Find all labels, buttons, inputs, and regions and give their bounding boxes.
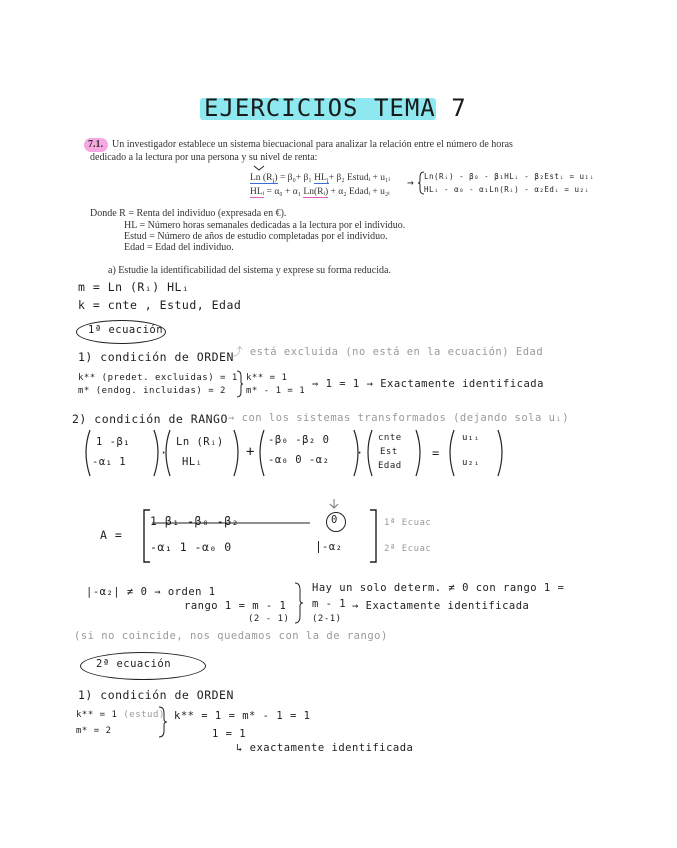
- eq1-label: 1ª ecuación: [88, 324, 164, 336]
- kstar-line: k** (predet. excluidas) = 1: [78, 373, 238, 383]
- matrix-brackets: [82, 428, 582, 480]
- vector-y-row-2: HLᵢ: [182, 456, 203, 468]
- hand-arrow: →: [407, 176, 415, 189]
- intro-line-2: dedicado a la lectura por una persona y su nivel de renta:: [90, 152, 318, 163]
- vector-u-row-2: u₂ᵢ: [462, 458, 480, 468]
- rango-line-3: (2 - 1): [248, 614, 290, 624]
- k-definition: k = cnte , Estud, Edad: [78, 298, 242, 312]
- brace-icon: [236, 370, 244, 398]
- matrix-b-row-1: 1 -β₁: [96, 436, 131, 448]
- multiply-dot: ·: [160, 446, 168, 460]
- matrix-a-boxed-alpha: -α₂: [318, 541, 342, 553]
- k2-result: ↳ exactamente identificada: [236, 742, 414, 754]
- cond-orden-aside: ⤴ está excluida (no está en la ecuación) Edad: [232, 346, 544, 358]
- cond-rango-aside: → con los sistemas transformados (dejando sola uᵢ): [228, 412, 570, 424]
- k2-line: k** = 1 (estud): [76, 710, 165, 720]
- vector-x-row-3: Edad: [378, 461, 402, 471]
- orden-result: ⇒ 1 = 1 → Exactamente identificada: [312, 378, 544, 390]
- rango-result: → Exactamente identificada: [352, 600, 530, 612]
- rango-right-1: Hay un solo determ. ≠ 0 con rango 1 =: [312, 582, 565, 594]
- page-title: EJERCICIOS TEMA 7: [204, 94, 467, 122]
- vector-y-row-1: Ln (Rᵢ): [176, 436, 224, 448]
- m-definition: m = Ln (Rᵢ) HLᵢ: [78, 280, 190, 294]
- rango-right-3: (2-1): [312, 614, 342, 624]
- arrow-down-icon: [327, 498, 341, 510]
- matrix-a-row-1: 1 β₁ -β₀ -β₂: [150, 514, 240, 528]
- matrix-g-row-2: -α₀ 0 -α₂: [268, 454, 330, 466]
- caret-mark-icon: [252, 164, 266, 172]
- hand-eq-2: HLᵢ - α₀ - α₁Ln(Rᵢ) - α₂Edᵢ = u₂ᵢ: [424, 185, 590, 194]
- matrix-a-row-label-2: 2ª Ecuac: [384, 544, 432, 554]
- cond-orden2-title: 1) condición de ORDEN: [78, 688, 234, 702]
- cond-rango-title: 2) condición de RANGO: [72, 412, 228, 426]
- matrix-g-row-1: -β₀ -β₂ 0: [268, 434, 330, 446]
- intro-line-1: Un investigador establece un sistema biecuacional para analizar la relación entre el número de horas: [112, 139, 513, 150]
- m2-line: m* = 2: [76, 726, 112, 736]
- equals-sign: =: [432, 446, 440, 460]
- eq2-label: 2ª ecuación: [96, 658, 172, 670]
- kstar-value: k** = 1: [246, 373, 288, 383]
- equation-1: Ln $(R_i) = \beta_0+ \beta_1$ $HL_i+ \beta_2$ Estudᵢ + u₁ᵢ: [250, 173, 390, 185]
- mstar-line: m* (endog. incluidas) = 2: [78, 386, 226, 396]
- definition-renta: Donde R = Renta del individuo (expresada en €).: [90, 208, 287, 219]
- brace-icon: [158, 706, 168, 738]
- matrix-b-row-2: -α₁ 1: [92, 456, 127, 468]
- hand-eq-1: Ln(Rᵢ) - β₀ - β₁HLᵢ - β₂Estᵢ = u₁ᵢ: [424, 172, 595, 181]
- cond-orden-title: 1) condición de ORDEN: [78, 350, 234, 364]
- definition-edad: Edad = Edad del individuo.: [124, 242, 234, 253]
- definition-estud: Estud = Número de años de estudio completadas por el individuo.: [124, 231, 388, 242]
- matrix-a-row-label-1: 1ª Ecuac: [384, 518, 432, 528]
- exercise-number: 7.1.: [88, 139, 103, 150]
- vector-x-row-2: Est: [380, 447, 398, 457]
- mstar-value: m* - 1 = 1: [246, 386, 306, 396]
- matrix-a-circled-zero: 0: [331, 514, 338, 526]
- matrix-a-row-2: -α₁ 1 -α₀ 0: [150, 540, 232, 554]
- plus-sign: +: [246, 444, 255, 460]
- k2-equality: 1 = 1: [212, 728, 247, 740]
- rango-line-2: rango 1 = m - 1: [184, 600, 287, 612]
- vector-x-row-1: cnte: [378, 433, 402, 443]
- k2-value: k** = 1 = m* - 1 = 1: [174, 710, 311, 722]
- question-a: a) Estudie la identificabilidad del sistema y exprese su forma reducida.: [108, 265, 391, 276]
- brace-icon: [294, 582, 304, 624]
- definition-hl: HL = Número horas semanales dedicadas a la lectura por el individuo.: [124, 220, 406, 231]
- matrix-a-label: A =: [100, 528, 123, 542]
- rango-note: (si no coincide, nos quedamos con la de rango): [74, 630, 388, 642]
- rango-line-1: |-α₂| ≠ 0 → orden 1: [86, 586, 216, 598]
- equation-2: HLᵢ = α₀ + α₁ Ln(Rᵢ) + α₂ Edadᵢ + u₂ᵢ: [250, 187, 390, 197]
- multiply-dot: ·: [356, 446, 364, 460]
- vector-u-row-1: u₁ᵢ: [462, 433, 480, 443]
- rango-right-2: m - 1: [312, 598, 347, 610]
